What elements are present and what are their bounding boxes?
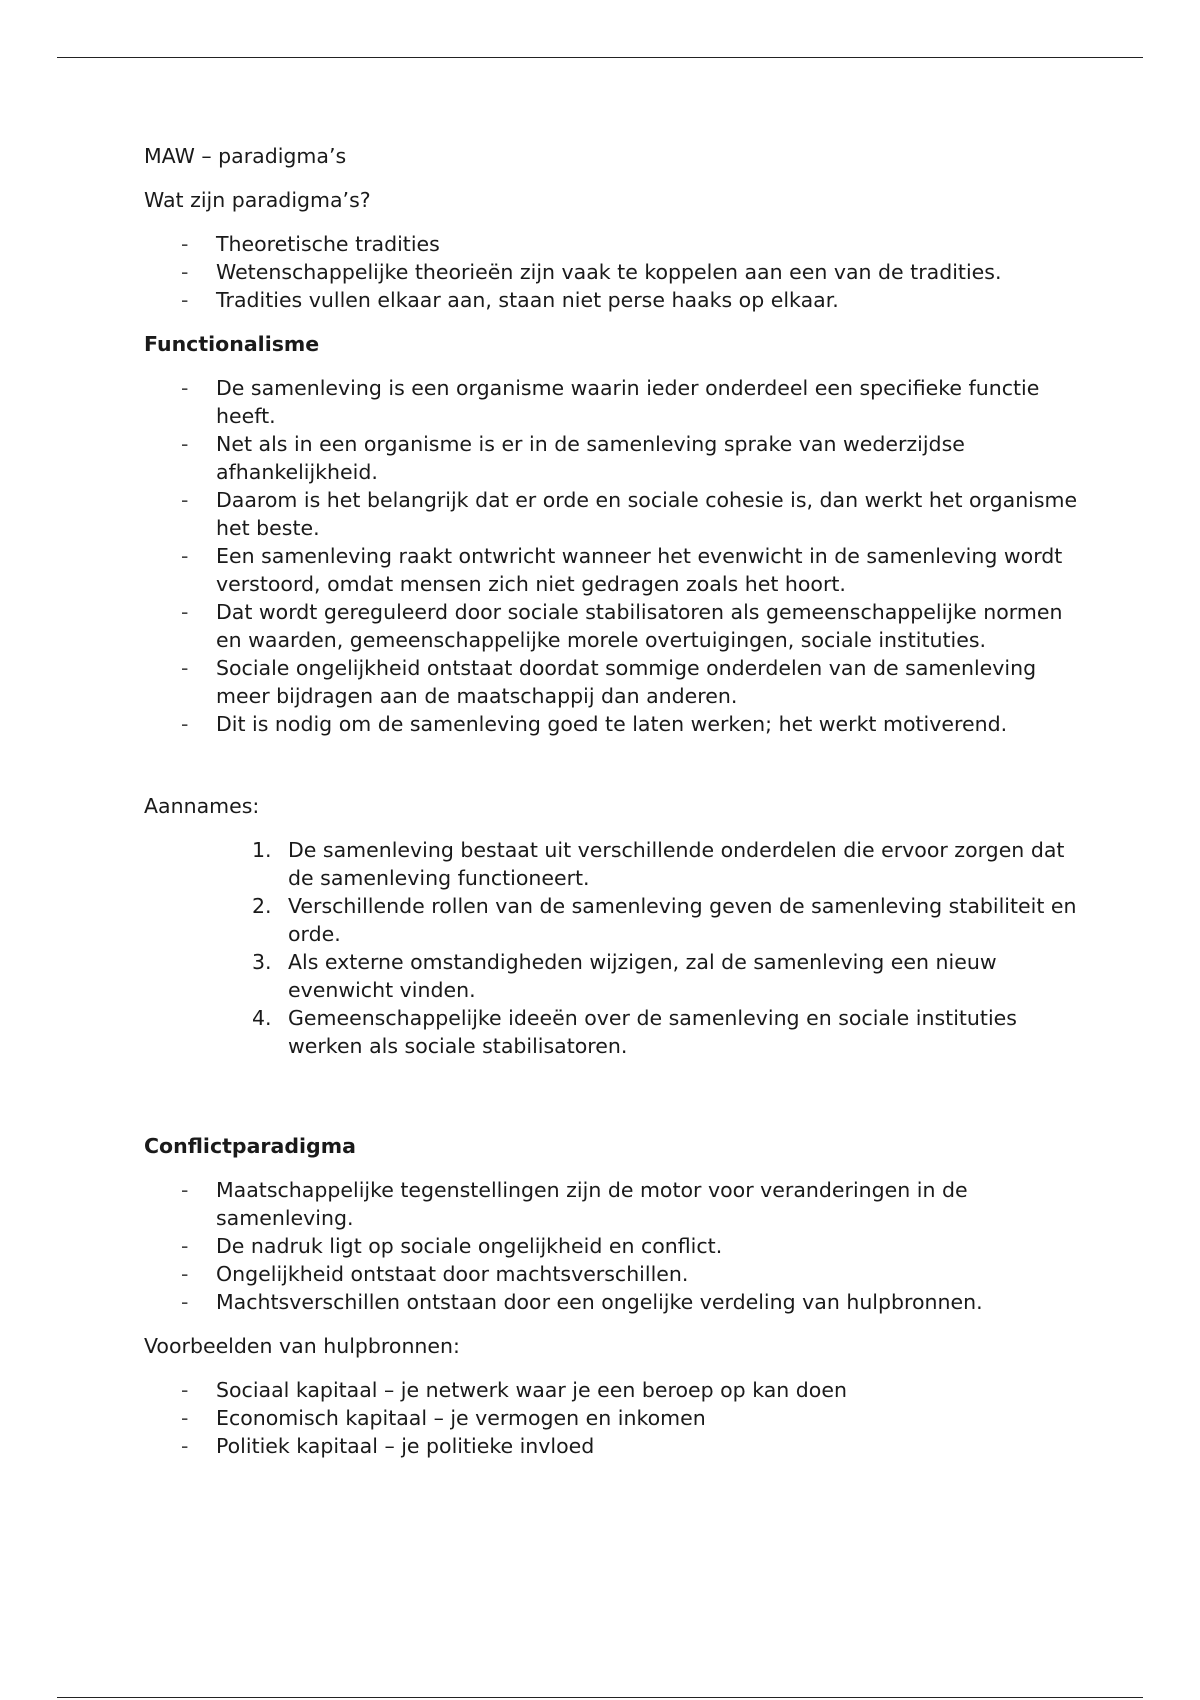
number-marker: 1. — [252, 838, 272, 862]
dash-bullet: - — [181, 288, 189, 312]
list-item: - De samenleving is een organisme waarin ieder onderdeel een specifieke functie heeft. — [181, 376, 1040, 428]
document-body — [144, 142, 1084, 1476]
functionalisme-heading: Functionalisme — [144, 332, 320, 356]
dash-bullet: - — [181, 544, 189, 568]
document-title: MAW – paradigma’s — [144, 144, 347, 168]
dash-bullet: - — [181, 432, 189, 456]
intro-question: Wat zijn paradigma’s? — [144, 188, 371, 212]
dash-bullet: - — [181, 1234, 189, 1258]
dash-bullet: - — [181, 1434, 189, 1458]
intro-list — [144, 230, 1084, 314]
dash-bullet: - — [181, 656, 189, 680]
numbered-item: 2. Verschillende rollen van de samenleving geven de samenleving stabiliteit en orde. — [252, 894, 1077, 946]
conflict-heading: Conflictparadigma — [144, 1134, 356, 1158]
list-item: - Sociaal kapitaal – je netwerk waar je een beroep op kan doen — [181, 1378, 847, 1402]
spacer — [144, 1076, 1084, 1132]
dash-bullet: - — [181, 1378, 189, 1402]
list-item: - De nadruk ligt op sociale ongelijkheid en conflict. — [181, 1234, 723, 1258]
list-item: - Daarom is het belangrijk dat er orde en sociale cohesie is, dan werkt het organisme het beste. — [181, 488, 1078, 540]
numbered-item: 4. Gemeenschappelijke ideeën over de samenleving en sociale instituties werken als sociale stabilisatoren. — [252, 1006, 1017, 1058]
list-item: - Wetenschappelijke theorieën zijn vaak te koppelen aan een van de tradities. — [181, 260, 1002, 284]
list-item: - Maatschappelijke tegenstellingen zijn de motor voor veranderingen in de samenleving. — [181, 1178, 968, 1230]
list-item: - Net als in een organisme is er in de samenleving sprake van wederzijdse afhankelijkheid. — [181, 432, 965, 484]
dash-bullet: - — [181, 1406, 189, 1430]
list-item: - Sociale ongelijkheid ontstaat doordat sommige onderdelen van de samenleving meer bijdragen aan de maatschappij dan anderen. — [181, 656, 1037, 708]
dash-bullet: - — [181, 260, 189, 284]
functionalisme-list — [144, 374, 1084, 738]
list-item: - Tradities vullen elkaar aan, staan niet perse haaks op elkaar. — [181, 288, 839, 312]
aannames-list — [144, 836, 1084, 1060]
number-marker: 4. — [252, 1006, 272, 1030]
dash-bullet: - — [181, 1178, 189, 1202]
list-item: - Economisch kapitaal – je vermogen en inkomen — [181, 1406, 706, 1430]
dash-bullet: - — [181, 1290, 189, 1314]
list-item: - Ongelijkheid ontstaat door machtsverschillen. — [181, 1262, 689, 1286]
list-item: - Een samenleving raakt ontwricht wanneer het evenwicht in de samenleving wordt verstoord, omdat mensen zich niet gedragen zoals het hoort. — [181, 544, 1063, 596]
numbered-item: 1. De samenleving bestaat uit verschillende onderdelen die ervoor zorgen dat de samenleving functioneert. — [252, 838, 1065, 890]
dash-bullet: - — [181, 488, 189, 512]
number-marker: 3. — [252, 950, 272, 974]
list-item: - Politiek kapitaal – je politieke invloed — [181, 1434, 595, 1458]
dash-bullet: - — [181, 376, 189, 400]
numbered-item: 3. Als externe omstandigheden wijzigen, zal de samenleving een nieuw evenwicht vinden. — [252, 950, 997, 1002]
list-item: - Dat wordt gereguleerd door sociale stabilisatoren als gemeenschappelijke normen en waarden, gemeenschappelijke morele overtuigingen, sociale instituties. — [181, 600, 1063, 652]
dash-bullet: - — [181, 600, 189, 624]
dash-bullet: - — [181, 1262, 189, 1286]
dash-bullet: - — [181, 232, 189, 256]
examples-label: Voorbeelden van hulpbronnen: — [144, 1334, 460, 1358]
list-item: - Machtsverschillen ontstaan door een ongelijke verdeling van hulpbronnen. — [181, 1290, 983, 1314]
dash-bullet: - — [181, 712, 189, 736]
aannames-label: Aannames: — [144, 794, 260, 818]
number-marker: 2. — [252, 894, 272, 918]
spacer — [144, 754, 1084, 792]
list-item: - Theoretische tradities — [181, 232, 440, 256]
examples-list — [144, 1376, 1084, 1460]
header-rule — [57, 57, 1143, 58]
conflict-list — [144, 1176, 1084, 1316]
list-item: - Dit is nodig om de samenleving goed te laten werken; het werkt motiverend. — [181, 712, 1008, 736]
footer-rule — [57, 1697, 1143, 1698]
